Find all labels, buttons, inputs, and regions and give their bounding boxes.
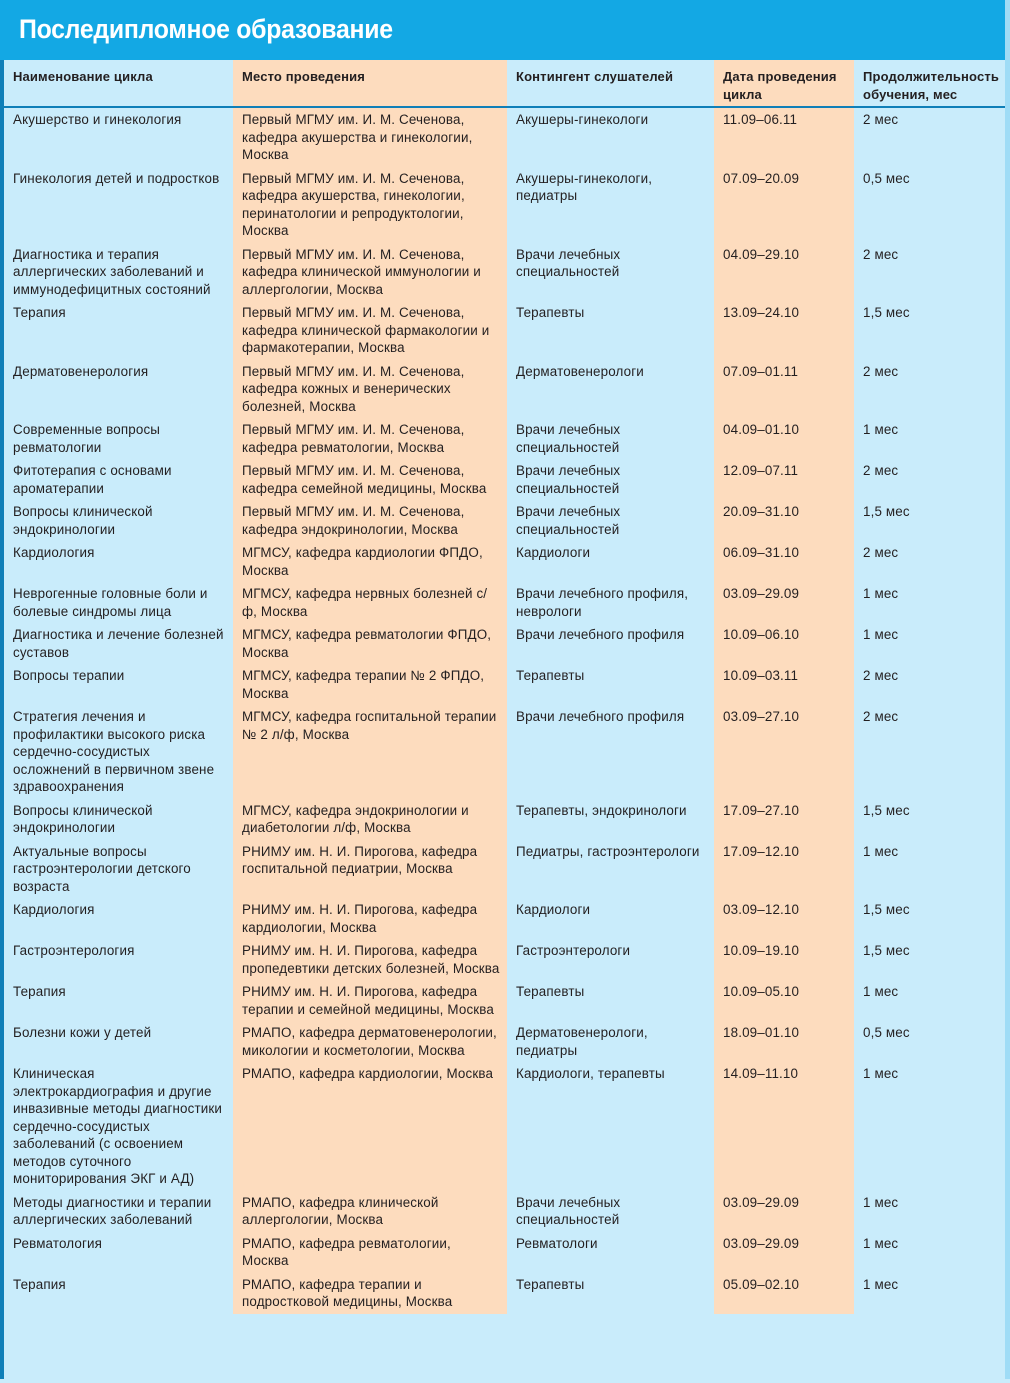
table-row [4,799,1005,840]
cell-duration: 2 мес [863,246,899,262]
cell-location: МГМСУ, кафедра кардиологии ФПДО, Москва [233,541,507,582]
cell-audience: Педиатры, гастроэнтерологи [516,843,700,859]
table-row [4,459,1005,500]
cell-audience: Акушеры-гинекологи [516,112,649,127]
table-row [4,1273,1005,1314]
table-row [4,898,1005,939]
cell-audience: Терапевты [516,984,585,999]
table-body [4,107,1005,1314]
table-row [4,541,1005,582]
cell-duration: 1 мес [863,1235,899,1251]
cell-location: Первый МГМУ им. И. М. Сеченова, кафедра клинической фармакологии и фармакотерапии, Москва [233,301,507,360]
table-row [4,623,1005,664]
cell-duration: 1,5 мес [863,504,910,519]
table-row [4,167,1005,243]
cell-location: МГМСУ, кафедра нервных болезней с/ф, Москва [233,582,507,623]
cell-location: РНИМУ им. Н. И. Пирогова, кафедра госпитальной педиатрии, Москва [233,840,507,899]
cell-duration: 2 мес [863,463,899,478]
cell-location: РМАПО, кафедра ревматологии, Москва [233,1232,507,1273]
cell-duration: 1,5 мес [863,305,910,320]
cell-cycle-name: Клиническая электрокардиография и другие инвазивные методы диагностики сердечно-сосудистых заболеваний (с освоением методов суточного мониторирования ЭКГ и АД) [13,1066,223,1186]
table-row [4,243,1005,302]
cell-cycle-name: Гинекология детей и подростков [13,170,220,186]
table-row [4,1021,1005,1062]
cell-audience: Терапевты [516,668,585,683]
cell-location: МГМСУ, кафедра ревматологии ФПДО, Москва [233,623,507,664]
cell-cycle-name: Терапия [13,1276,66,1292]
cell-cycle-name: Вопросы клинической эндокринологии [13,802,153,835]
cell-duration: 2 мес [863,112,899,127]
cell-audience: Гастроэнтерологи [516,943,631,958]
cell-cycle-name: Методы диагностики и терапии аллергических заболеваний [13,1194,212,1227]
cell-date: 10.09–05.10 [714,980,854,1021]
cell-duration: 1 мес [863,422,899,437]
cell-cycle-name: Гастроэнтерология [13,943,135,958]
cell-duration: 2 мес [863,363,899,379]
table-row [4,840,1005,899]
cell-date: 03.09–29.09 [714,582,854,623]
table-row [4,301,1005,360]
cell-cycle-name: Вопросы клинической эндокринологии [13,504,153,537]
title-bar [0,0,1010,60]
cell-audience: Кардиологи [516,902,591,917]
cell-duration: 2 мес [863,545,899,560]
table-row [4,1232,1005,1273]
cell-date: 07.09–20.09 [714,167,854,243]
cell-date: 03.09–29.09 [714,1232,854,1273]
cell-date: 17.09–27.10 [714,799,854,840]
header-location: Место проведения [233,60,507,107]
cell-location: Первый МГМУ им. И. М. Сеченова, кафедра ревматологии, Москва [233,418,507,459]
cell-audience: Акушеры-гинекологи, педиатры [516,170,653,203]
cell-audience: Терапевты, эндокринологи [516,802,687,818]
cell-cycle-name: Фитотерапия с основами ароматерапии [13,463,172,496]
cell-cycle-name: Кардиология [13,902,95,917]
table-row [4,360,1005,419]
cell-date: 03.09–27.10 [714,705,854,799]
cell-date: 17.09–12.10 [714,840,854,899]
cell-cycle-name: Стратегия лечения и профилактики высокого риска сердечно-сосудистых осложнений в первичном звене здравоохранения [13,709,215,794]
cell-location: Первый МГМУ им. И. М. Сеченова, кафедра акушерства и гинекологии, Москва [233,107,507,167]
table-row [4,1062,1005,1191]
table-wrap [0,60,1010,1379]
cell-cycle-name: Акушерство и гинекология [13,112,182,127]
table-row [4,107,1005,167]
cell-location: Первый МГМУ им. И. М. Сеченова, кафедра клинической иммунологии и аллергологии, Москва [233,243,507,302]
cell-audience: Врачи лечебного профиля [516,709,685,724]
cell-date: 04.09–01.10 [714,418,854,459]
cell-duration: 0,5 мес [863,1025,910,1040]
table-row [4,980,1005,1021]
cell-duration: 1,5 мес [863,943,910,958]
cell-audience: Терапевты [516,1276,585,1292]
cell-location: РНИМУ им. Н. И. Пирогова, кафедра кардиологии, Москва [233,898,507,939]
cell-date: 05.09–02.10 [714,1273,854,1314]
cell-cycle-name: Неврогенные головные боли и болевые синдромы лица [13,586,208,619]
table-row [4,418,1005,459]
page-title: Последипломное образование [19,14,393,44]
cell-location: Первый МГМУ им. И. М. Сеченова, кафедра эндокринологии, Москва [233,500,507,541]
cell-cycle-name: Ревматология [13,1235,103,1251]
cell-date: 06.09–31.10 [714,541,854,582]
cell-audience: Кардиологи, терапевты [516,1066,665,1081]
cell-duration: 1 мес [863,1194,899,1210]
education-table [4,60,1005,1314]
cell-duration: 1,5 мес [863,802,910,818]
cell-audience: Врачи лечебных специальностей [516,504,621,537]
cell-cycle-name: Диагностика и лечение болезней суставов [13,627,224,660]
cell-cycle-name: Дерматовенерология [13,363,149,379]
cell-cycle-name: Кардиология [13,545,95,560]
cell-date: 20.09–31.10 [714,500,854,541]
cell-duration: 2 мес [863,709,899,724]
cell-duration: 1 мес [863,843,899,859]
cell-date: 04.09–29.10 [714,243,854,302]
cell-duration: 2 мес [863,668,899,683]
cell-date: 12.09–07.11 [714,459,854,500]
cell-location: РНИМУ им. Н. И. Пирогова, кафедра терапии и семейной медицины, Москва [233,980,507,1021]
cell-location: РМАПО, кафедра кардиологии, Москва [233,1062,507,1191]
cell-audience: Кардиологи [516,545,591,560]
cell-location: МГМСУ, кафедра госпитальной терапии № 2 л/ф, Москва [233,705,507,799]
header-date: Дата проведения цикла [714,60,854,107]
header-row [4,60,1005,107]
cell-location: РНИМУ им. Н. И. Пирогова, кафедра пропедевтики детских болезней, Москва [233,939,507,980]
cell-date: 07.09–01.11 [714,360,854,419]
cell-duration: 1 мес [863,1276,899,1292]
cell-duration: 1 мес [863,984,899,999]
cell-cycle-name: Современные вопросы ревматологии [13,422,161,455]
cell-cycle-name: Терапия [13,984,66,999]
cell-duration: 1 мес [863,1066,899,1081]
header-duration: Продолжительность обучения, мес [854,60,1005,107]
cell-audience: Врачи лечебного профиля, неврологи [516,586,689,619]
cell-date: 13.09–24.10 [714,301,854,360]
cell-duration: 0,5 мес [863,170,910,186]
table-row [4,664,1005,705]
cell-location: РМАПО, кафедра клинической аллергологии, Москва [233,1191,507,1232]
cell-audience: Дерматовенерологи, педиатры [516,1025,648,1058]
cell-audience: Врачи лечебного профиля [516,627,685,642]
cell-audience: Врачи лечебных специальностей [516,246,621,279]
cell-duration: 1 мес [863,627,899,642]
cell-date: 10.09–06.10 [714,623,854,664]
cell-location: Первый МГМУ им. И. М. Сеченова, кафедра семейной медицины, Москва [233,459,507,500]
cell-date: 10.09–03.11 [714,664,854,705]
cell-duration: 1,5 мес [863,902,910,917]
table-row [4,705,1005,799]
header-cycle-name: Наименование цикла [4,60,233,107]
cell-cycle-name: Болезни кожи у детей [13,1025,152,1040]
header-audience: Контингент слушателей [507,60,714,107]
table-row [4,500,1005,541]
cell-cycle-name: Актуальные вопросы гастроэнтерологии детского возраста [13,843,191,894]
table-row [4,939,1005,980]
cell-date: 03.09–29.09 [714,1191,854,1232]
cell-date: 11.09–06.11 [714,107,854,167]
cell-location: Первый МГМУ им. И. М. Сеченова, кафедра кожных и венерических болезней, Москва [233,360,507,419]
cell-location: МГМСУ, кафедра терапии № 2 ФПДО, Москва [233,664,507,705]
cell-cycle-name: Терапия [13,305,66,320]
cell-audience: Терапевты [516,305,585,320]
cell-cycle-name: Диагностика и терапия аллергических заболеваний и иммунодефицитных состояний [13,246,211,297]
cell-audience: Дерматовенерологи [516,363,644,379]
cell-date: 14.09–11.10 [714,1062,854,1191]
cell-location: МГМСУ, кафедра эндокринологии и диабетологии л/ф, Москва [233,799,507,840]
cell-location: РМАПО, кафедра терапии и подростковой медицины, Москва [233,1273,507,1314]
cell-audience: Врачи лечебных специальностей [516,422,621,455]
table-row [4,582,1005,623]
cell-date: 18.09–01.10 [714,1021,854,1062]
cell-location: Первый МГМУ им. И. М. Сеченова, кафедра акушерства, гинекологии, перинатологии и репродуктологии, Москва [233,167,507,243]
cell-date: 03.09–12.10 [714,898,854,939]
table-row [4,1191,1005,1232]
cell-date: 10.09–19.10 [714,939,854,980]
cell-audience: Врачи лечебных специальностей [516,463,621,496]
cell-audience: Ревматологи [516,1235,598,1251]
cell-cycle-name: Вопросы терапии [13,668,125,683]
cell-audience: Врачи лечебных специальностей [516,1194,621,1227]
cell-location: РМАПО, кафедра дерматовенерологии, микологии и косметологии, Москва [233,1021,507,1062]
cell-duration: 1 мес [863,586,899,601]
